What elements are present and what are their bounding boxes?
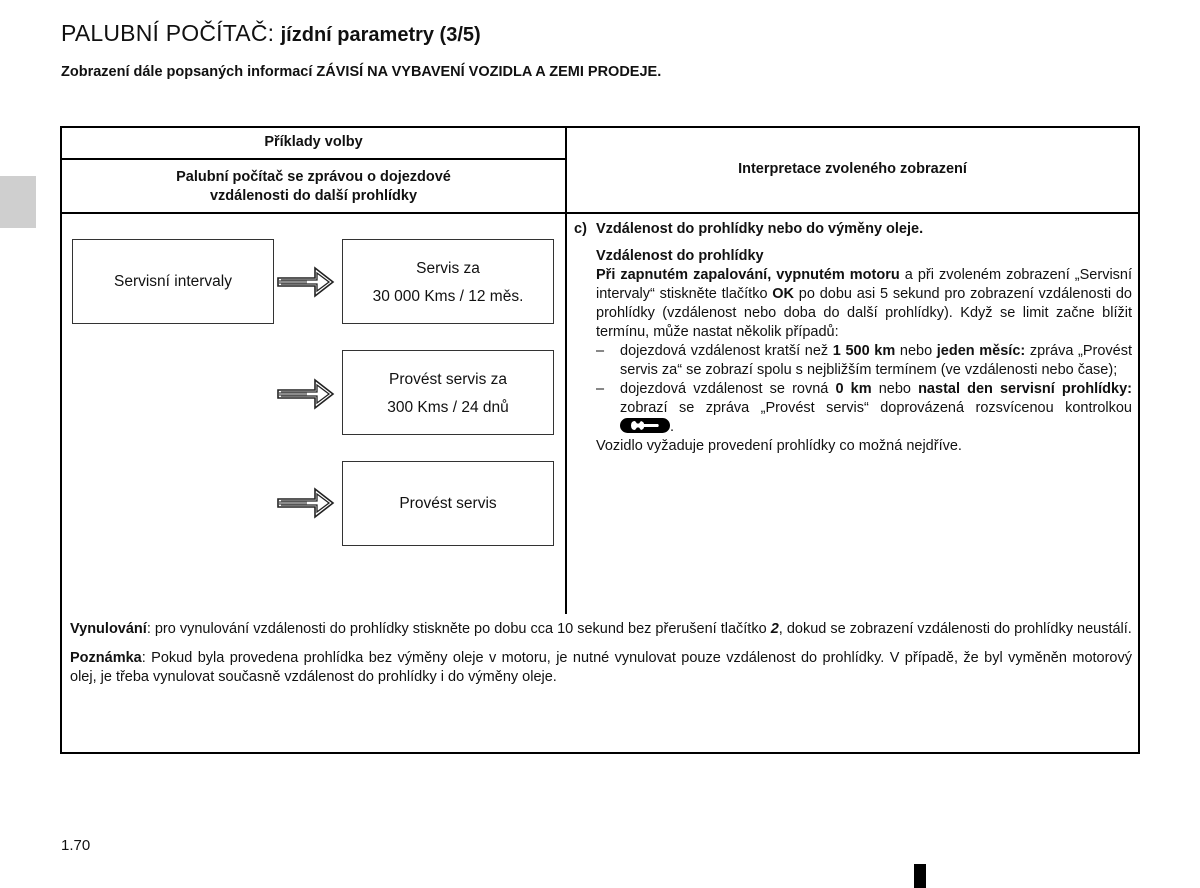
- bottom-notes: [70, 620, 1132, 697]
- b2-text-b: nebo: [871, 381, 919, 397]
- note-text: : Pokud byla provedena prohlídka bez výměny oleje v motoru, je nutné vynulovat pouze vzdálenost do prohlídky. V případě, že byl vyměněn motorový olej, je třeba vynulovat současně vzdálenost do prohlídky i do výměny oleje.: [70, 650, 1132, 685]
- perform-service-line1: Provést servis za: [388, 371, 507, 388]
- ok-key: OK: [772, 286, 795, 302]
- b1-text-b: nebo: [895, 343, 937, 359]
- perform-service-now-text: Provést servis: [399, 494, 497, 512]
- dash: –: [596, 381, 605, 397]
- b2-km: 0 km: [835, 381, 872, 397]
- double-outline-arrow-icon: [277, 487, 335, 519]
- subheading: Vzdálenost do prohlídky: [596, 248, 764, 264]
- equipment-notice: Zobrazení dále popsaných informací ZÁVISÍ NA VYBAVENÍ VOZIDLA A ZEMI PRODEJE.: [61, 64, 662, 80]
- section-c-title: Vzdálenost do prohlídky nebo do výměny oleje.: [596, 221, 924, 237]
- header-computer-line2: vzdálenosti do další prohlídky: [209, 188, 418, 204]
- b1-km: 1 500 km: [832, 343, 896, 359]
- display-service-intervals: [72, 239, 274, 324]
- list-item: [596, 380, 1132, 437]
- reset-text-b: , dokud se zobrazení vzdálenosti do prohlídky neustálí.: [778, 621, 1132, 637]
- paragraph-1: [596, 266, 1132, 342]
- page-number: 1.70: [61, 837, 91, 854]
- reset-paragraph: [70, 620, 1132, 639]
- title-sub: jízdní parametry (3/5): [280, 24, 481, 46]
- section-c-heading: [574, 220, 1132, 239]
- section-letter: c): [574, 221, 587, 237]
- section-c-body: [574, 247, 1132, 456]
- title-main: PALUBNÍ POČÍTAČ:: [61, 20, 275, 46]
- header-computer: [62, 168, 565, 206]
- header-interpretation: Interpretace zvoleného zobrazení: [738, 161, 967, 177]
- double-outline-arrow-icon: [277, 378, 335, 410]
- column-divider: [565, 128, 567, 614]
- display-intervals-text: Servisní intervaly: [113, 272, 232, 290]
- note-paragraph: [70, 649, 1132, 687]
- header-examples: Příklady volby: [264, 134, 363, 150]
- perform-service-line2: 300 Kms / 24 dnů: [387, 399, 509, 416]
- service-due-line2: 30 000 Kms / 12 měs.: [372, 288, 524, 305]
- interpretation-text: [574, 220, 1132, 456]
- b2-end: .: [670, 419, 675, 435]
- header-computer-line1: Palubní počítač se zprávou o dojezdové: [176, 169, 451, 185]
- header-divider-left: [62, 158, 565, 160]
- b1-text-a: dojezdová vzdálenost kratší než: [620, 343, 833, 359]
- display-service-due: [342, 239, 554, 324]
- note-label: Poznámka: [70, 650, 142, 666]
- reset-text-a: : pro vynulování vzdálenosti do prohlídky stiskněte po dobu cca 10 sekund bez přerušení tlačítko: [146, 621, 771, 637]
- info-table: [60, 126, 1140, 754]
- reset-label: Vynulování: [70, 621, 147, 637]
- b2-text-c: zobrazí se zpráva „Provést servis“ doprovázená rozsvícenou kontrolkou: [620, 400, 1132, 416]
- closing-sentence: Vozidlo vyžaduje provedení prohlídky co možná nejdříve.: [596, 438, 962, 454]
- b1-text-c: zpráva „Provést servis za“ se zobrazí spolu s nejbližším termínem (ve vzdálenosti nebo čase);: [620, 343, 1132, 378]
- dash: –: [596, 343, 605, 359]
- b2-due: nastal den servisní prohlídky:: [918, 381, 1132, 397]
- display-perform-service-in: [342, 350, 554, 435]
- double-outline-arrow-icon: [277, 266, 335, 298]
- list-item: [596, 342, 1132, 380]
- reset-key: 2: [770, 621, 779, 637]
- b1-month: jeden měsíc:: [936, 343, 1026, 359]
- display-perform-service: [342, 461, 554, 546]
- header-divider: [62, 212, 1138, 214]
- p1-text-b: po dobu asi 5 sekund pro zobrazení vzdálenosti do prohlídky (vzdálenost nebo doba do další prohlídky). Když se limit začne blížit termínu, může nastat několik případů:: [596, 286, 1132, 340]
- p1-bold: Při zapnutém zapalování, vypnutém motoru: [596, 267, 900, 283]
- p1-text-a: a při zvoleném zobrazení „Servisní intervaly“ stiskněte tlačítko: [596, 267, 1133, 302]
- edge-mark: [914, 864, 926, 888]
- wrench-warning-icon: [620, 418, 670, 433]
- page-title: [61, 20, 481, 47]
- service-due-line1: Servis za: [416, 260, 480, 277]
- b2-text-a: dojezdová vzdálenost se rovná: [620, 381, 836, 397]
- chapter-tab: [0, 176, 36, 228]
